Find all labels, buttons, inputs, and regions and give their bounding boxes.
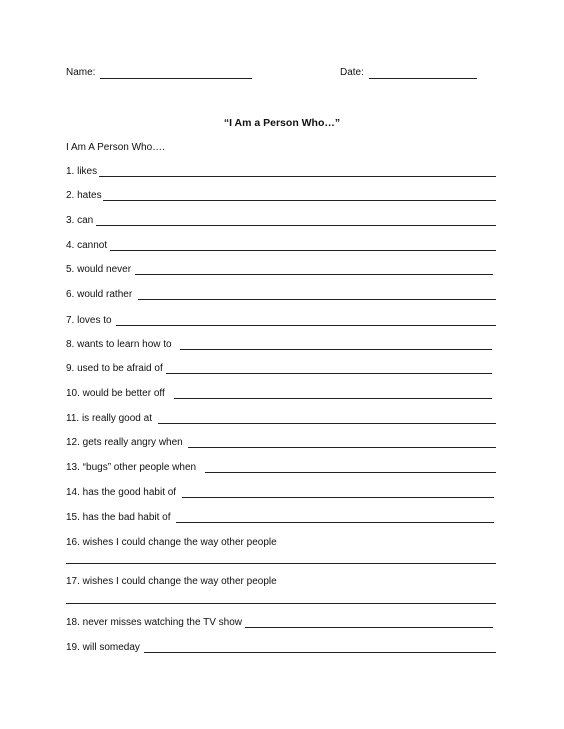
- item-label: 7. loves to: [66, 315, 112, 326]
- item-label: 19. will someday: [66, 642, 140, 653]
- item-label: 2. hates: [66, 190, 102, 201]
- answer-line[interactable]: [166, 373, 492, 374]
- answer-line[interactable]: [110, 250, 496, 251]
- worksheet-title: “I Am a Person Who…”: [223, 117, 341, 129]
- item-label: 10. would be better off: [66, 388, 165, 399]
- item-label: 4. cannot: [66, 240, 108, 251]
- name-field-line[interactable]: [100, 78, 252, 79]
- item-label: 16. wishes I could change the way other people: [66, 537, 277, 548]
- item-label: 5. would never: [66, 264, 132, 275]
- item-label: 17. wishes I could change the way other people: [66, 576, 277, 587]
- answer-line[interactable]: [180, 349, 492, 350]
- answer-line[interactable]: [66, 603, 496, 604]
- item-label: 8. wants to learn how to: [66, 339, 172, 350]
- answer-line[interactable]: [144, 652, 496, 653]
- answer-line[interactable]: [138, 299, 496, 300]
- date-label: Date:: [340, 67, 364, 78]
- name-label: Name:: [66, 67, 96, 78]
- intro-text: I Am A Person Who….: [66, 142, 165, 153]
- answer-line[interactable]: [116, 325, 496, 326]
- answer-line[interactable]: [135, 274, 493, 275]
- item-label: 3. can: [66, 215, 94, 226]
- answer-line[interactable]: [174, 398, 492, 399]
- answer-line[interactable]: [96, 225, 496, 226]
- answer-line[interactable]: [99, 176, 496, 177]
- answer-line[interactable]: [245, 627, 493, 628]
- answer-line[interactable]: [188, 447, 496, 448]
- item-label: 6. would rather: [66, 289, 133, 300]
- item-label: 15. has the bad habit of: [66, 512, 171, 523]
- item-label: 1. likes: [66, 166, 98, 177]
- answer-line[interactable]: [66, 563, 496, 564]
- answer-line[interactable]: [158, 423, 496, 424]
- answer-line[interactable]: [205, 472, 496, 473]
- item-label: 14. has the good habit of: [66, 487, 177, 498]
- item-label: 9. used to be afraid of: [66, 363, 163, 374]
- date-field-line[interactable]: [369, 78, 477, 79]
- answer-line[interactable]: [103, 200, 496, 201]
- item-label: 18. never misses watching the TV show: [66, 617, 243, 628]
- answer-line[interactable]: [176, 522, 494, 523]
- item-label: 11. is really good at: [66, 413, 152, 424]
- item-label: 12. gets really angry when: [66, 437, 183, 448]
- answer-line[interactable]: [182, 497, 494, 498]
- item-label: 13. “bugs” other people when: [66, 462, 197, 473]
